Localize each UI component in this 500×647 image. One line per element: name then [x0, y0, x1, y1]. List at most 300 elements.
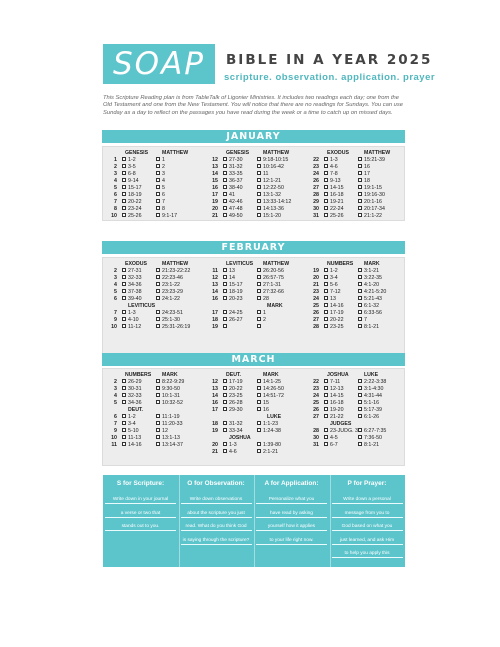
reading-ot-text: 25-26 — [128, 213, 142, 219]
checkbox[interactable] — [156, 275, 160, 279]
checkbox[interactable] — [223, 275, 227, 279]
tagline-application: application. — [341, 72, 400, 83]
checkbox[interactable] — [156, 268, 160, 272]
checkbox[interactable] — [257, 171, 261, 175]
reading-nt-text: 11:1-19 — [162, 414, 180, 420]
checkbox[interactable] — [122, 414, 126, 418]
checkbox[interactable] — [358, 379, 362, 383]
reading-row — [104, 393, 203, 400]
day-number: 10 — [111, 324, 117, 330]
reading-row — [104, 442, 203, 449]
reading-row — [306, 414, 405, 421]
checkbox[interactable] — [223, 386, 227, 390]
checkbox[interactable] — [324, 303, 328, 307]
reading-nt-text: 1 — [162, 157, 165, 163]
day-number: 2 — [114, 379, 117, 385]
checkbox[interactable] — [223, 268, 227, 272]
checkbox[interactable] — [358, 199, 362, 203]
reading-ot-text: 20-22 — [128, 199, 142, 205]
checkbox[interactable] — [257, 421, 261, 425]
checkbox[interactable] — [358, 400, 362, 404]
reading-nt — [156, 442, 183, 449]
reading-nt-text: 6:1-32 — [364, 303, 380, 309]
checkbox[interactable] — [358, 393, 362, 397]
checkbox[interactable] — [223, 449, 227, 453]
reading-row — [205, 317, 304, 324]
checkbox[interactable] — [358, 213, 362, 217]
checkbox[interactable] — [257, 289, 261, 293]
checkbox[interactable] — [122, 400, 126, 404]
checkbox[interactable] — [122, 435, 126, 439]
checkbox[interactable] — [156, 379, 160, 383]
checkbox[interactable] — [324, 324, 328, 328]
reading-ot-text: 18-19 — [128, 192, 142, 198]
checkbox[interactable] — [358, 442, 362, 446]
reading-nt-text: 11:20-33 — [162, 421, 183, 427]
checkbox[interactable] — [257, 407, 261, 411]
checkbox[interactable] — [156, 435, 160, 439]
checkbox[interactable] — [156, 421, 160, 425]
checkbox[interactable] — [324, 310, 328, 314]
reading-ot-text: 19-20 — [330, 407, 344, 413]
checkbox[interactable] — [324, 317, 328, 321]
day-number: 23 — [313, 164, 319, 170]
day-number: 2 — [114, 268, 117, 274]
checkbox[interactable] — [156, 296, 160, 300]
checkbox[interactable] — [122, 199, 126, 203]
reading-nt-text: 6:1-26 — [364, 414, 380, 420]
checkbox[interactable] — [324, 379, 328, 383]
checkbox[interactable] — [257, 213, 261, 217]
checkbox[interactable] — [358, 407, 362, 411]
reading-row — [205, 164, 304, 171]
checkbox[interactable] — [257, 393, 261, 397]
day-number: 23 — [313, 386, 319, 392]
day-number: 31 — [313, 442, 319, 448]
reading-nt-text: 11 — [263, 171, 269, 177]
checkbox[interactable] — [257, 428, 261, 432]
checkbox[interactable] — [156, 386, 160, 390]
reading-ot-text: 27-30 — [229, 157, 243, 163]
reading-nt-text: 25:1-30 — [162, 317, 180, 323]
checkbox[interactable] — [223, 289, 227, 293]
checkbox[interactable] — [358, 185, 362, 189]
checkbox[interactable] — [156, 185, 160, 189]
checkbox[interactable] — [358, 428, 362, 432]
checkbox[interactable] — [223, 282, 227, 286]
day-number: 16 — [212, 400, 218, 406]
checkbox[interactable] — [223, 317, 227, 321]
checkbox[interactable] — [122, 310, 126, 314]
book-name: NUMBERS — [125, 372, 152, 378]
checkbox[interactable] — [324, 199, 328, 203]
checkbox[interactable] — [324, 164, 328, 168]
checkbox[interactable] — [156, 171, 160, 175]
checkbox[interactable] — [358, 310, 362, 314]
reading-row — [306, 206, 405, 213]
checkbox[interactable] — [324, 171, 328, 175]
reading-ot-text: 30-31 — [128, 386, 142, 392]
checkbox[interactable] — [257, 192, 261, 196]
reading-row — [306, 275, 405, 282]
book-header — [306, 421, 405, 428]
checkbox[interactable] — [223, 164, 227, 168]
checkbox[interactable] — [358, 324, 362, 328]
book-header — [205, 303, 304, 310]
book-header — [104, 372, 203, 379]
checkbox[interactable] — [156, 289, 160, 293]
checkbox[interactable] — [156, 324, 160, 328]
checkbox[interactable] — [257, 317, 261, 321]
checkbox[interactable] — [358, 435, 362, 439]
checkbox[interactable] — [324, 296, 328, 300]
checkbox[interactable] — [156, 178, 160, 182]
checkbox[interactable] — [223, 393, 227, 397]
book-name: JOSHUA — [229, 435, 251, 441]
checkbox[interactable] — [156, 428, 160, 432]
reading-row — [104, 268, 203, 275]
reading-row — [104, 428, 203, 435]
checkbox[interactable] — [156, 199, 160, 203]
checkbox[interactable] — [257, 275, 261, 279]
checkbox[interactable] — [122, 386, 126, 390]
soap-line: have read by asking — [256, 509, 327, 518]
book-name: JUDGES — [330, 421, 352, 427]
day-number: 14 — [212, 171, 218, 177]
checkbox[interactable] — [358, 275, 362, 279]
book-name: LEVITICUS — [128, 303, 156, 309]
checkbox[interactable] — [324, 407, 328, 411]
checkbox[interactable] — [223, 400, 227, 404]
reading-nt-text: 16 — [263, 407, 269, 413]
reading-row — [205, 289, 304, 296]
checkbox[interactable] — [257, 400, 261, 404]
column-divider — [179, 475, 180, 567]
checkbox[interactable] — [122, 157, 126, 161]
reading-nt-text: 14:26-50 — [263, 386, 284, 392]
checkbox[interactable] — [223, 178, 227, 182]
reading-row — [205, 379, 304, 386]
checkbox[interactable] — [122, 178, 126, 182]
checkbox[interactable] — [257, 199, 261, 203]
checkbox[interactable] — [122, 171, 126, 175]
reading-nt-text: 4:31-44 — [364, 393, 382, 399]
reading-ot-text: 4-6 — [330, 164, 338, 170]
checkbox[interactable] — [156, 414, 160, 418]
reading-nt-text: 19:1-15 — [364, 185, 382, 191]
reading-row — [104, 171, 203, 178]
checkbox[interactable] — [156, 393, 160, 397]
checkbox[interactable] — [223, 192, 227, 196]
checkbox[interactable] — [257, 282, 261, 286]
reading-ot-text: 24-25 — [229, 310, 243, 316]
checkbox[interactable] — [156, 192, 160, 196]
day-number: 24 — [313, 171, 319, 177]
reading-nt-text: 25:31-26:19 — [162, 324, 191, 330]
checkbox[interactable] — [156, 400, 160, 404]
checkbox[interactable] — [358, 206, 362, 210]
day-number: 13 — [212, 282, 218, 288]
reading-ot-text: 15-17 — [229, 282, 243, 288]
checkbox[interactable] — [223, 171, 227, 175]
checkbox[interactable] — [324, 442, 328, 446]
reading-nt — [156, 268, 190, 275]
day-number: 2 — [114, 164, 117, 170]
reading-ot-text: 32-33 — [128, 393, 142, 399]
checkbox[interactable] — [358, 303, 362, 307]
checkbox[interactable] — [223, 310, 227, 314]
reading-row — [306, 296, 405, 303]
checkbox[interactable] — [324, 400, 328, 404]
reading-ot-text: 14-16 — [128, 442, 142, 448]
checkbox[interactable] — [324, 157, 328, 161]
checkbox[interactable] — [122, 275, 126, 279]
book-name: MARK — [267, 303, 283, 309]
checkbox[interactable] — [223, 199, 227, 203]
checkbox[interactable] — [223, 407, 227, 411]
reading-ot-text: 33-35 — [229, 171, 243, 177]
day-number: 11 — [111, 442, 117, 448]
checkbox[interactable] — [122, 282, 126, 286]
day-number: 19 — [212, 428, 218, 434]
checkbox[interactable] — [257, 178, 261, 182]
checkbox[interactable] — [358, 192, 362, 196]
checkbox[interactable] — [358, 268, 362, 272]
reading-nt-text: 28 — [263, 296, 269, 302]
checkbox[interactable] — [122, 317, 126, 321]
reading-row — [104, 199, 203, 206]
checkbox[interactable] — [257, 386, 261, 390]
checkbox[interactable] — [358, 178, 362, 182]
checkbox[interactable] — [156, 310, 160, 314]
reading-row — [205, 324, 304, 331]
reading-nt-text: 3 — [162, 171, 165, 177]
checkbox[interactable] — [223, 324, 227, 328]
reading-ot-text: 4-6 — [229, 449, 237, 455]
day-number: 7 — [114, 199, 117, 205]
checkbox[interactable] — [156, 157, 160, 161]
reading-row — [205, 421, 304, 428]
reading-ot-text: 7-8 — [330, 171, 338, 177]
checkbox[interactable] — [257, 268, 261, 272]
soap-line: yourself how it applies — [256, 522, 327, 531]
reading-row — [306, 393, 405, 400]
checkbox[interactable] — [122, 206, 126, 210]
tagline — [224, 72, 435, 83]
reading-ot — [122, 400, 142, 407]
soap-line: God based on what you — [332, 522, 403, 531]
reading-nt-text: 15:21-39 — [364, 157, 385, 163]
book-name: MATTHEW — [162, 150, 189, 156]
checkbox[interactable] — [122, 393, 126, 397]
checkbox[interactable] — [257, 310, 261, 314]
reading-ot — [122, 442, 142, 449]
checkbox[interactable] — [358, 282, 362, 286]
checkbox[interactable] — [257, 296, 261, 300]
reading-ot — [223, 407, 243, 414]
checkbox[interactable] — [122, 268, 126, 272]
checkbox[interactable] — [122, 379, 126, 383]
checkbox[interactable] — [223, 213, 227, 217]
reading-nt-text: 6:33-56 — [364, 310, 382, 316]
checkbox[interactable] — [156, 282, 160, 286]
checkbox[interactable] — [223, 428, 227, 432]
reading-ot-text: 19-21 — [330, 199, 344, 205]
day-number: 28 — [313, 192, 319, 198]
checkbox[interactable] — [223, 442, 227, 446]
day-number: 27 — [313, 414, 319, 420]
day-number: 21 — [212, 213, 218, 219]
checkbox[interactable] — [122, 164, 126, 168]
checkbox[interactable] — [358, 317, 362, 321]
soap-heading: A for Application: — [264, 480, 319, 487]
soap-section — [254, 475, 329, 567]
day-number: 5 — [114, 289, 117, 295]
tagline-scripture: scripture. — [224, 72, 273, 83]
soap-line: to help you apply this — [332, 549, 403, 558]
checkbox[interactable] — [223, 379, 227, 383]
reading-row — [306, 282, 405, 289]
day-number: 4 — [114, 178, 117, 184]
checkbox[interactable] — [122, 213, 126, 217]
reading-ot-text: 38-40 — [229, 185, 243, 191]
checkbox[interactable] — [358, 386, 362, 390]
checkbox[interactable] — [324, 178, 328, 182]
checkbox[interactable] — [156, 442, 160, 446]
reading-ot-text: 7-12 — [330, 289, 341, 295]
checkbox[interactable] — [324, 275, 328, 279]
checkbox[interactable] — [324, 282, 328, 286]
reading-ot-text: 9-14 — [128, 178, 139, 184]
day-number: 30 — [313, 206, 319, 212]
checkbox[interactable] — [122, 296, 126, 300]
reading-ot-text: 16-18 — [330, 192, 344, 198]
reading-ot — [324, 414, 344, 421]
checkbox[interactable] — [324, 393, 328, 397]
reading-nt-text: 20:1-16 — [364, 199, 382, 205]
reading-row — [205, 310, 304, 317]
reading-ot-text: 1-3 — [128, 310, 136, 316]
reading-nt-text: 27:1-31 — [263, 282, 281, 288]
checkbox[interactable] — [156, 164, 160, 168]
day-number: 24 — [313, 393, 319, 399]
reading-row — [205, 407, 304, 414]
checkbox[interactable] — [122, 421, 126, 425]
day-number: 24 — [313, 296, 319, 302]
reading-ot-text: 1-2 — [330, 268, 338, 274]
book-name: MARK — [364, 261, 380, 267]
checkbox[interactable] — [324, 206, 328, 210]
checkbox[interactable] — [223, 421, 227, 425]
reading-ot — [122, 296, 142, 303]
checkbox[interactable] — [358, 289, 362, 293]
checkbox[interactable] — [257, 206, 261, 210]
reading-row — [104, 185, 203, 192]
reading-nt — [257, 428, 281, 435]
checkbox[interactable] — [257, 185, 261, 189]
checkbox[interactable] — [257, 164, 261, 168]
checkbox[interactable] — [223, 296, 227, 300]
checkbox[interactable] — [358, 296, 362, 300]
reading-nt-text: 12 — [162, 428, 168, 434]
day-number: 22 — [313, 379, 319, 385]
checkbox[interactable] — [223, 157, 227, 161]
checkbox[interactable] — [257, 442, 261, 446]
day-number: 28 — [313, 324, 319, 330]
reading-nt — [257, 213, 281, 220]
day-number: 11 — [212, 268, 218, 274]
reading-nt-text: 7 — [162, 199, 165, 205]
reading-nt-text: 14:1-25 — [263, 379, 281, 385]
checkbox[interactable] — [324, 192, 328, 196]
reading-nt — [156, 296, 180, 303]
checkbox[interactable] — [122, 324, 126, 328]
checkbox[interactable] — [324, 428, 328, 432]
day-number: 25 — [313, 303, 319, 309]
checkbox[interactable] — [156, 206, 160, 210]
checkbox[interactable] — [324, 435, 328, 439]
reading-row — [104, 379, 203, 386]
checkbox[interactable] — [324, 289, 328, 293]
checkbox[interactable] — [358, 171, 362, 175]
day-number: 7 — [114, 310, 117, 316]
checkbox[interactable] — [122, 428, 126, 432]
reading-row — [306, 386, 405, 393]
reading-ot-text: 36-37 — [229, 178, 243, 184]
checkbox[interactable] — [257, 157, 261, 161]
checkbox[interactable] — [324, 268, 328, 272]
checkbox[interactable] — [122, 185, 126, 189]
checkbox[interactable] — [358, 164, 362, 168]
checkbox[interactable] — [223, 185, 227, 189]
book-name: MATTHEW — [162, 261, 189, 267]
reading-row — [205, 386, 304, 393]
reading-nt-text: 23:23-29 — [162, 289, 183, 295]
reading-nt — [257, 386, 284, 393]
checkbox[interactable] — [257, 379, 261, 383]
checkbox[interactable] — [223, 206, 227, 210]
checkbox[interactable] — [324, 185, 328, 189]
checkbox[interactable] — [156, 213, 160, 217]
checkbox[interactable] — [122, 442, 126, 446]
reading-ot — [324, 324, 344, 331]
book-name: LEVITICUS — [226, 261, 254, 267]
reading-ot-text: 31-32 — [229, 421, 243, 427]
checkbox[interactable] — [257, 449, 261, 453]
checkbox[interactable] — [358, 157, 362, 161]
checkbox[interactable] — [257, 324, 261, 328]
reading-ot-text: 13 — [229, 268, 235, 274]
reading-row — [306, 157, 405, 164]
book-header — [104, 303, 203, 310]
checkbox[interactable] — [324, 414, 328, 418]
soap-line: read. What do you think God — [181, 522, 252, 531]
checkbox[interactable] — [156, 317, 160, 321]
reading-ot-text: 1-3 — [229, 442, 237, 448]
checkbox[interactable] — [358, 414, 362, 418]
checkbox[interactable] — [324, 213, 328, 217]
reading-nt-text: 10:1-31 — [162, 393, 180, 399]
reading-nt-text: 18 — [364, 178, 370, 184]
checkbox[interactable] — [122, 192, 126, 196]
reading-row — [104, 400, 203, 407]
reading-ot-text: 42-46 — [229, 199, 243, 205]
checkbox[interactable] — [122, 289, 126, 293]
book-header — [104, 150, 203, 157]
reading-ot-text: 4-10 — [128, 317, 139, 323]
checkbox[interactable] — [324, 386, 328, 390]
reading-ot-text: 9-13 — [330, 178, 341, 184]
